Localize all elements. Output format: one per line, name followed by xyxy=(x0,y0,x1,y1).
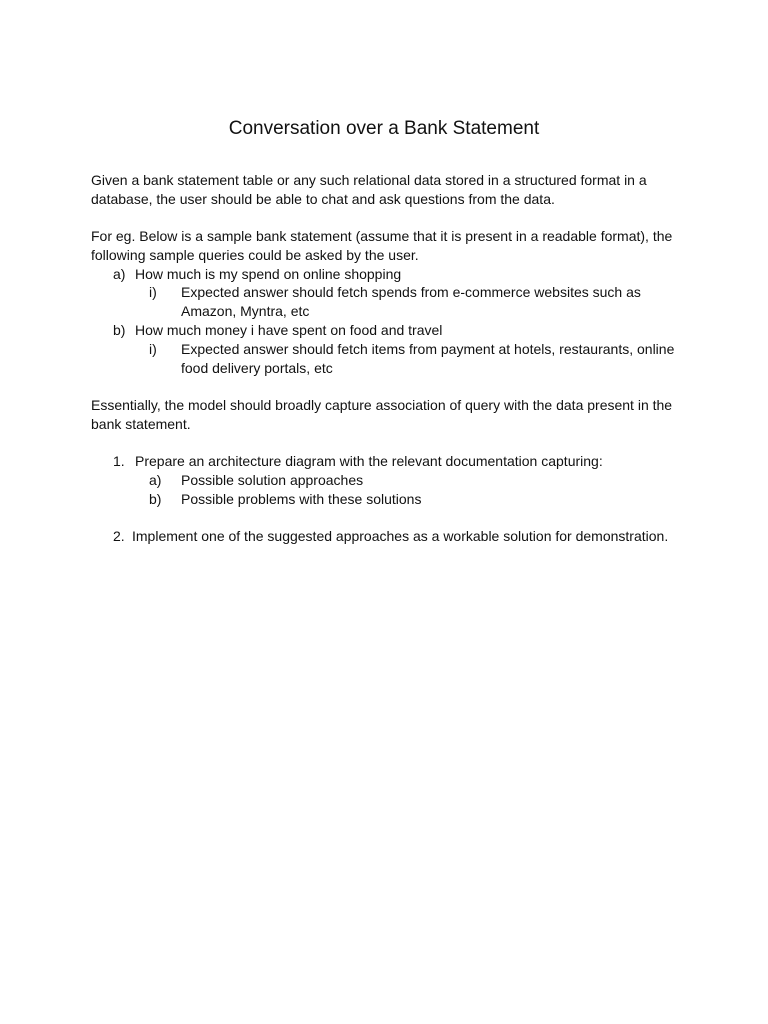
query-subitem-text: Expected answer should fetch items from payment at hotels, restaurants, online food delivery portals, etc xyxy=(181,340,675,376)
query-subitem-text: Expected answer should fetch spends from e-commerce websites such as Amazon, Myntra, etc xyxy=(181,284,641,320)
essentially-paragraph xyxy=(91,396,691,434)
task-subitem xyxy=(91,471,691,490)
task-text: Implement one of the suggested approaches as a workable solution for demonstration. xyxy=(132,528,669,544)
list-marker: a) xyxy=(149,471,162,488)
list-marker: 1. xyxy=(113,453,125,469)
task-row xyxy=(91,527,691,546)
list-marker: i) xyxy=(149,284,157,301)
query-subitem xyxy=(91,340,691,378)
task-item xyxy=(91,527,691,546)
query-text: How much money i have spent on food and travel xyxy=(135,321,443,338)
document-title: Conversation over a Bank Statement xyxy=(228,118,540,139)
task-item xyxy=(91,452,691,508)
list-marker: a) xyxy=(113,265,126,282)
task-subitem xyxy=(91,490,691,509)
example-section xyxy=(91,227,691,377)
task-subitem-text: Possible problems with these solutions xyxy=(181,490,422,507)
list-marker: i) xyxy=(149,340,157,357)
task-row xyxy=(91,452,691,471)
intro-text: Given a bank statement table or any such relational data stored in a structured format in a database, the user should be able to chat and ask questions from the data. xyxy=(91,172,647,207)
query-text: How much is my spend on online shopping xyxy=(135,265,402,282)
list-marker: b) xyxy=(149,490,162,507)
intro-paragraph xyxy=(91,171,691,209)
essentially-text: Essentially, the model should broadly capture association of query with the data present in the bank statement. xyxy=(91,397,673,432)
list-marker: 2. xyxy=(113,528,125,544)
query-item xyxy=(91,321,691,340)
task-subitem-text: Possible solution approaches xyxy=(181,471,364,488)
query-item xyxy=(91,265,691,284)
list-marker: b) xyxy=(113,321,126,338)
query-subitem xyxy=(91,283,691,321)
example-lead-text: For eg. Below is a sample bank statement (assume that it is present in a readable format), the following sample queries could be asked by the user. xyxy=(91,228,673,263)
task-text: Prepare an architecture diagram with the relevant documentation capturing: xyxy=(135,453,603,469)
